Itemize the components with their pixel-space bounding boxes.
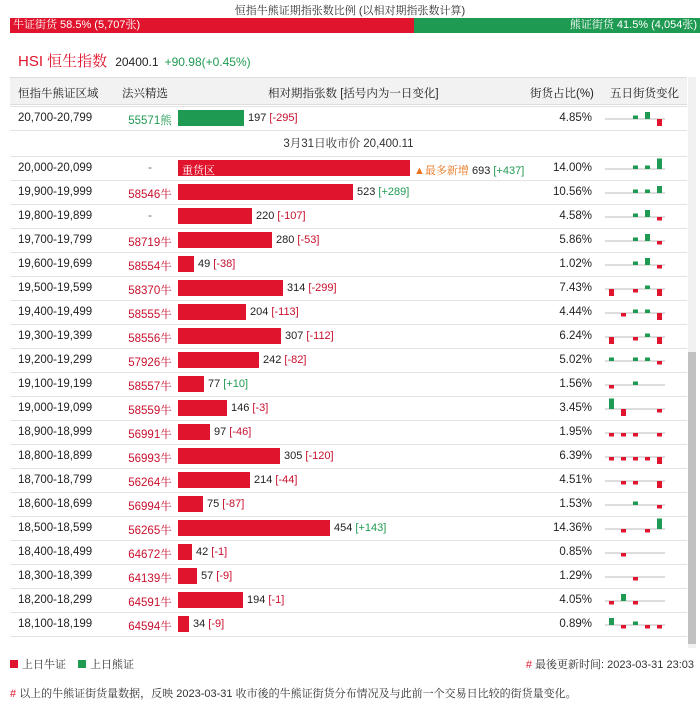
pick-code-link[interactable]: 58556牛 [128, 333, 172, 345]
sparkline-bar [609, 618, 614, 625]
contracts-number: 280 [276, 234, 298, 246]
sparkline-bar [609, 399, 614, 410]
bull-square-icon [10, 660, 18, 668]
pick-code-link[interactable]: 58546牛 [128, 189, 172, 201]
share-cell: 6.39% [559, 450, 592, 462]
sparkline-bar [621, 433, 626, 437]
contracts-number: 49 [198, 258, 214, 270]
sparkline-bar [657, 361, 662, 365]
sparkline-bar [609, 457, 614, 461]
five-day-sparkline [605, 445, 665, 469]
sparkline-bar [609, 433, 614, 437]
sparkline-bar [657, 625, 662, 629]
sparkline-bar [621, 594, 626, 601]
five-day-sparkline [605, 277, 665, 301]
sparkline-bar [621, 409, 626, 416]
index-name: HSI 恒生指数 [18, 53, 108, 70]
share-cell: 4.51% [559, 474, 592, 486]
sparkline-bar [657, 217, 662, 221]
contracts-number: 34 [193, 618, 209, 630]
sparkline-bar [645, 258, 650, 265]
daily-change: [-82] [284, 354, 307, 366]
share-cell: 0.89% [559, 618, 592, 630]
daily-change: [-299] [308, 282, 337, 294]
contracts-bar [178, 448, 280, 464]
range-cell: 18,600-18,699 [18, 498, 93, 510]
table-row[interactable] [10, 205, 687, 229]
pick-code-link: - [148, 162, 152, 174]
five-day-sparkline [605, 205, 665, 229]
sparkline-bar [657, 337, 662, 344]
sparkline-bar [633, 238, 638, 242]
sparkline-bar [621, 481, 626, 485]
pick-code-link[interactable]: 58555牛 [128, 309, 172, 321]
range-cell: 19,400-19,499 [18, 306, 93, 318]
contracts-bar [178, 328, 281, 344]
five-day-sparkline [605, 541, 665, 565]
sparkline-bar [633, 214, 638, 218]
daily-change: [+289] [378, 186, 410, 198]
contracts-value [193, 618, 224, 630]
pick-code-link[interactable]: 64672牛 [128, 549, 172, 561]
sparkline-bar [633, 337, 638, 341]
table-row[interactable] [10, 229, 687, 253]
sparkline-bar [633, 622, 638, 626]
contracts-bar [178, 232, 272, 248]
page-title: 恒指牛熊证期指张数比例 (以相对期指张数计算) [234, 5, 466, 17]
contracts-bar [178, 592, 243, 608]
daily-change: [-44] [275, 474, 298, 486]
header-five-day: 五日街货变化 [610, 88, 679, 100]
contracts-number: 307 [285, 330, 307, 342]
sparkline-bar [657, 457, 662, 464]
contracts-bar [178, 110, 244, 126]
five-day-sparkline [605, 253, 665, 277]
sparkline-bar [657, 433, 662, 437]
daily-change: [-112] [306, 330, 334, 342]
daily-change: [-1] [211, 546, 228, 558]
contracts-number: 42 [196, 546, 212, 558]
table-row[interactable] [10, 493, 687, 517]
sparkline-bar [645, 310, 650, 314]
five-day-sparkline [605, 107, 665, 131]
contracts-value [254, 474, 297, 486]
pick-code-link[interactable]: 64594牛 [128, 621, 172, 633]
pick-code-link[interactable]: 58554牛 [128, 261, 172, 273]
bear-ratio-segment: 熊证街货 41.5% (4,054张) [414, 18, 700, 33]
five-day-sparkline [605, 157, 665, 181]
range-cell: 18,900-18,999 [18, 426, 93, 438]
sparkline-bar [657, 241, 662, 245]
daily-change: [-1] [268, 594, 285, 606]
contracts-bar [178, 520, 330, 536]
table-row[interactable] [10, 397, 687, 421]
legend [10, 656, 146, 672]
share-cell: 10.56% [552, 186, 592, 198]
contracts-number: 146 [231, 402, 253, 414]
sparkline-bar [645, 286, 650, 290]
sparkline-bar [645, 190, 650, 194]
contracts-bar [178, 256, 194, 272]
range-cell: 18,700-18,799 [18, 474, 93, 486]
sparkline-bar [657, 159, 662, 170]
sparkline-bar [633, 481, 638, 485]
daily-change: [-9] [208, 618, 225, 630]
daily-change: [-3] [252, 402, 269, 414]
sparkline-bar [645, 334, 650, 338]
contracts-number: 197 [248, 112, 270, 124]
contracts-bar [178, 304, 246, 320]
sparkline-bar [621, 313, 626, 317]
five-day-sparkline [605, 589, 665, 613]
range-cell: 19,100-19,199 [18, 378, 93, 390]
sparkline-bar [657, 313, 662, 320]
sparkline-bar [657, 289, 662, 296]
contracts-bar [178, 376, 204, 392]
contracts-number: 314 [287, 282, 309, 294]
contracts-value [214, 426, 251, 438]
contracts-number: 214 [254, 474, 276, 486]
table-scrollbar[interactable] [688, 77, 696, 648]
daily-change: [+143] [355, 522, 387, 534]
share-cell: 0.85% [559, 546, 592, 558]
table-row[interactable] [10, 421, 687, 445]
contracts-value [247, 594, 284, 606]
share-cell: 4.85% [559, 112, 592, 124]
pick-code-link[interactable]: 64139牛 [128, 573, 172, 585]
contracts-bar [178, 424, 210, 440]
daily-change: [-46] [229, 426, 252, 438]
contracts-bar [178, 472, 250, 488]
contracts-bar [178, 280, 283, 296]
last-update [526, 656, 694, 672]
most-added-label: ▲最多新增 [414, 165, 472, 177]
sparkline-bar [657, 409, 662, 413]
range-cell: 20,000-20,099 [18, 162, 93, 174]
pick-code-link[interactable]: 55571熊 [128, 115, 172, 127]
header-share: 街货占比(%) [530, 88, 594, 100]
sparkline-bar [609, 358, 614, 362]
sparkline-bar [657, 519, 662, 530]
pick-code-link[interactable]: 58719牛 [128, 237, 172, 249]
share-cell: 1.56% [559, 378, 592, 390]
range-cell: 19,300-19,399 [18, 330, 93, 342]
sparkline-bar [633, 166, 638, 170]
index-value: 20400.1 [115, 55, 159, 69]
table-row[interactable] [10, 325, 687, 349]
sparkline-bar [633, 433, 638, 437]
contracts-bar [178, 352, 259, 368]
five-day-sparkline [605, 349, 665, 373]
five-day-sparkline [605, 565, 665, 589]
contracts-number: 75 [207, 498, 223, 510]
contracts-number: 454 [334, 522, 356, 534]
sparkline-bar [633, 457, 638, 461]
share-cell: 7.43% [559, 282, 592, 294]
contracts-value [414, 162, 524, 178]
contracts-bar [178, 208, 252, 224]
table-row[interactable] [10, 565, 687, 589]
contracts-value [285, 330, 334, 342]
contracts-value [287, 282, 337, 294]
table-row[interactable] [10, 277, 687, 301]
contracts-value [263, 354, 306, 366]
share-cell: 14.36% [552, 522, 592, 534]
range-cell: 20,700-20,799 [18, 112, 93, 124]
contracts-value [231, 402, 268, 414]
range-cell: 19,500-19,599 [18, 282, 93, 294]
sparkline-bar [645, 210, 650, 217]
contracts-number: 220 [256, 210, 278, 222]
daily-change: [-53] [297, 234, 320, 246]
legend-bull [10, 656, 66, 672]
five-day-sparkline [605, 229, 665, 253]
share-cell: 6.24% [559, 330, 592, 342]
sparkline-bar [657, 505, 662, 509]
share-cell: 1.53% [559, 498, 592, 510]
sparkline-bar [633, 577, 638, 581]
share-cell: 3.45% [559, 402, 592, 414]
sparkline-bar [621, 529, 626, 533]
pick-code-link[interactable]: 58559牛 [128, 405, 172, 417]
table-row[interactable] [10, 613, 687, 637]
contracts-number: 77 [208, 378, 224, 390]
contracts-value [284, 450, 334, 462]
table-row[interactable] [10, 301, 687, 325]
contracts-number: 693 [471, 165, 494, 177]
pick-code-link[interactable]: 56991牛 [128, 429, 172, 441]
table-row[interactable] [10, 469, 687, 493]
daily-change: [-295] [269, 112, 298, 124]
five-day-sparkline [605, 325, 665, 349]
sparkline-bar [621, 553, 626, 557]
sparkline-bar [645, 457, 650, 461]
table-row[interactable] [10, 253, 687, 277]
scrollbar-thumb[interactable] [688, 352, 696, 644]
contracts-value [250, 306, 299, 318]
legend-bear [78, 656, 134, 672]
cbbc-distribution-table[interactable] [10, 77, 687, 648]
contracts-bar [178, 400, 227, 416]
header-range: 恒指牛熊证区域 [18, 88, 99, 100]
sparkline-bar [633, 382, 638, 386]
sparkline-bar [645, 625, 650, 629]
daily-change: [-87] [222, 498, 245, 510]
sparkline-bar [657, 265, 662, 269]
bull-bear-ratio-bar [10, 18, 700, 33]
range-cell: 19,900-19,999 [18, 186, 93, 198]
contracts-number: 242 [263, 354, 285, 366]
range-cell: 18,300-18,399 [18, 570, 93, 582]
five-day-sparkline [605, 181, 665, 205]
sparkline-bar [621, 457, 626, 461]
contracts-number: 305 [284, 450, 306, 462]
contracts-number: 523 [357, 186, 379, 198]
contracts-bar [178, 616, 189, 632]
table-row[interactable] [10, 373, 687, 397]
daily-change: [-113] [271, 306, 299, 318]
contracts-value [256, 210, 306, 222]
table-row[interactable] [10, 541, 687, 565]
five-day-sparkline [605, 469, 665, 493]
five-day-sparkline [605, 517, 665, 541]
sparkline-bar [645, 358, 650, 362]
contracts-bar [178, 544, 192, 560]
share-cell: 1.02% [559, 258, 592, 270]
heavy-zone-label: 重货区 [182, 165, 215, 177]
sparkline-bar [621, 625, 626, 629]
contracts-value [276, 234, 319, 246]
sparkline-bar [657, 481, 662, 488]
range-cell: 19,600-19,699 [18, 258, 93, 270]
legend-bear-label: 上日熊证 [90, 659, 134, 671]
five-day-sparkline [605, 613, 665, 637]
daily-change: [+437] [493, 165, 525, 177]
sparkline-bar [657, 119, 662, 126]
contracts-number: 204 [250, 306, 272, 318]
sparkline-bar [645, 166, 650, 170]
table-row[interactable] [10, 517, 687, 541]
contracts-bar [178, 496, 203, 512]
bull-ratio-segment: 牛证街货 58.5% (5,707张) [10, 18, 414, 33]
range-cell: 18,100-18,199 [18, 618, 93, 630]
sparkline-bar [633, 190, 638, 194]
daily-change: [-38] [213, 258, 236, 270]
share-cell: 4.05% [559, 594, 592, 606]
contracts-number: 57 [201, 570, 217, 582]
five-day-sparkline [605, 301, 665, 325]
contracts-number: 97 [214, 426, 230, 438]
contracts-value [208, 378, 248, 390]
share-cell: 1.95% [559, 426, 592, 438]
bear-square-icon [78, 660, 86, 668]
contracts-bar [178, 568, 197, 584]
contracts-value [248, 112, 298, 124]
sparkline-bar [633, 601, 638, 605]
pick-code-link[interactable]: 64591牛 [128, 597, 172, 609]
share-cell: 5.02% [559, 354, 592, 366]
sparkline-bar [633, 502, 638, 506]
five-day-sparkline [605, 373, 665, 397]
contracts-value [201, 570, 232, 582]
pick-code-link[interactable]: 56993牛 [128, 453, 172, 465]
table-row[interactable] [10, 107, 687, 131]
share-cell: 14.00% [552, 162, 592, 174]
daily-change: [-120] [305, 450, 334, 462]
pick-code-link[interactable]: 56994牛 [128, 501, 172, 513]
range-cell: 19,800-19,899 [18, 210, 93, 222]
sparkline-bar [645, 112, 650, 119]
share-cell: 4.44% [559, 306, 592, 318]
update-hash-icon: # [525, 659, 532, 671]
pick-code-link[interactable]: 56264牛 [128, 477, 172, 489]
five-day-sparkline [605, 397, 665, 421]
range-cell: 19,000-19,099 [18, 402, 93, 414]
contracts-value [198, 258, 235, 270]
index-quote [18, 50, 251, 70]
daily-change: [+10] [223, 378, 249, 390]
index-change: +90.98(+0.45%) [164, 55, 251, 69]
contracts-value [334, 522, 386, 534]
table-row[interactable] [10, 349, 687, 373]
sparkline-bar [645, 529, 650, 533]
daily-change: [-9] [216, 570, 233, 582]
sparkline-bar [657, 186, 662, 193]
sparkline-bar [633, 289, 638, 293]
table-row[interactable] [10, 589, 687, 613]
sparkline-bar [609, 601, 614, 605]
sparkline-bar [633, 358, 638, 362]
footnote-text: 以上的牛熊证街货量数据，反映 2023-03-31 收市後的牛熊证街货分布情况及与此前一个交易日比较的街货量变化。 [19, 688, 577, 700]
range-cell: 18,400-18,499 [18, 546, 93, 558]
sparkline-bar [609, 385, 614, 389]
last-update-text: 最後更新时间: 2023-03-31 23:03 [535, 659, 694, 671]
footnote-hash-icon: # [10, 688, 17, 700]
sparkline-bar [609, 337, 614, 344]
table-row[interactable] [10, 181, 687, 205]
header-contracts: 相对期指张数 [括号内为一日变化] [268, 88, 439, 100]
legend-bull-label: 上日牛证 [22, 659, 66, 671]
pick-code-link: - [148, 210, 152, 222]
contracts-bar [178, 184, 353, 200]
share-cell: 1.29% [559, 570, 592, 582]
share-cell: 5.86% [559, 234, 592, 246]
contracts-value [196, 546, 227, 558]
range-cell: 18,800-18,899 [18, 450, 93, 462]
pick-code-link[interactable]: 58370牛 [128, 285, 172, 297]
table-row[interactable] [10, 445, 687, 469]
contracts-value [207, 498, 244, 510]
pick-code-link[interactable]: 58557牛 [128, 381, 172, 393]
range-cell: 18,500-18,599 [18, 522, 93, 534]
header-pick: 法兴精选 [122, 88, 168, 100]
range-cell: 19,700-19,799 [18, 234, 93, 246]
daily-change: [-107] [277, 210, 306, 222]
sparkline-bar [645, 234, 650, 241]
close-price-row: 3月31日收市价 20,400.11 [10, 131, 687, 157]
sparkline-bar [633, 310, 638, 314]
sparkline-bar [633, 262, 638, 266]
contracts-value [357, 186, 409, 198]
range-cell: 18,200-18,299 [18, 594, 93, 606]
five-day-sparkline [605, 421, 665, 445]
table-header [10, 78, 687, 105]
range-cell: 19,200-19,299 [18, 354, 93, 366]
pick-code-link[interactable]: 57926牛 [128, 357, 172, 369]
contracts-number: 194 [247, 594, 269, 606]
share-cell: 4.58% [559, 210, 592, 222]
pick-code-link[interactable]: 56265牛 [128, 525, 172, 537]
sparkline-bar [633, 116, 638, 120]
table-row[interactable] [10, 157, 687, 181]
footnote [10, 685, 577, 701]
five-day-sparkline [605, 493, 665, 517]
sparkline-bar [609, 289, 614, 296]
